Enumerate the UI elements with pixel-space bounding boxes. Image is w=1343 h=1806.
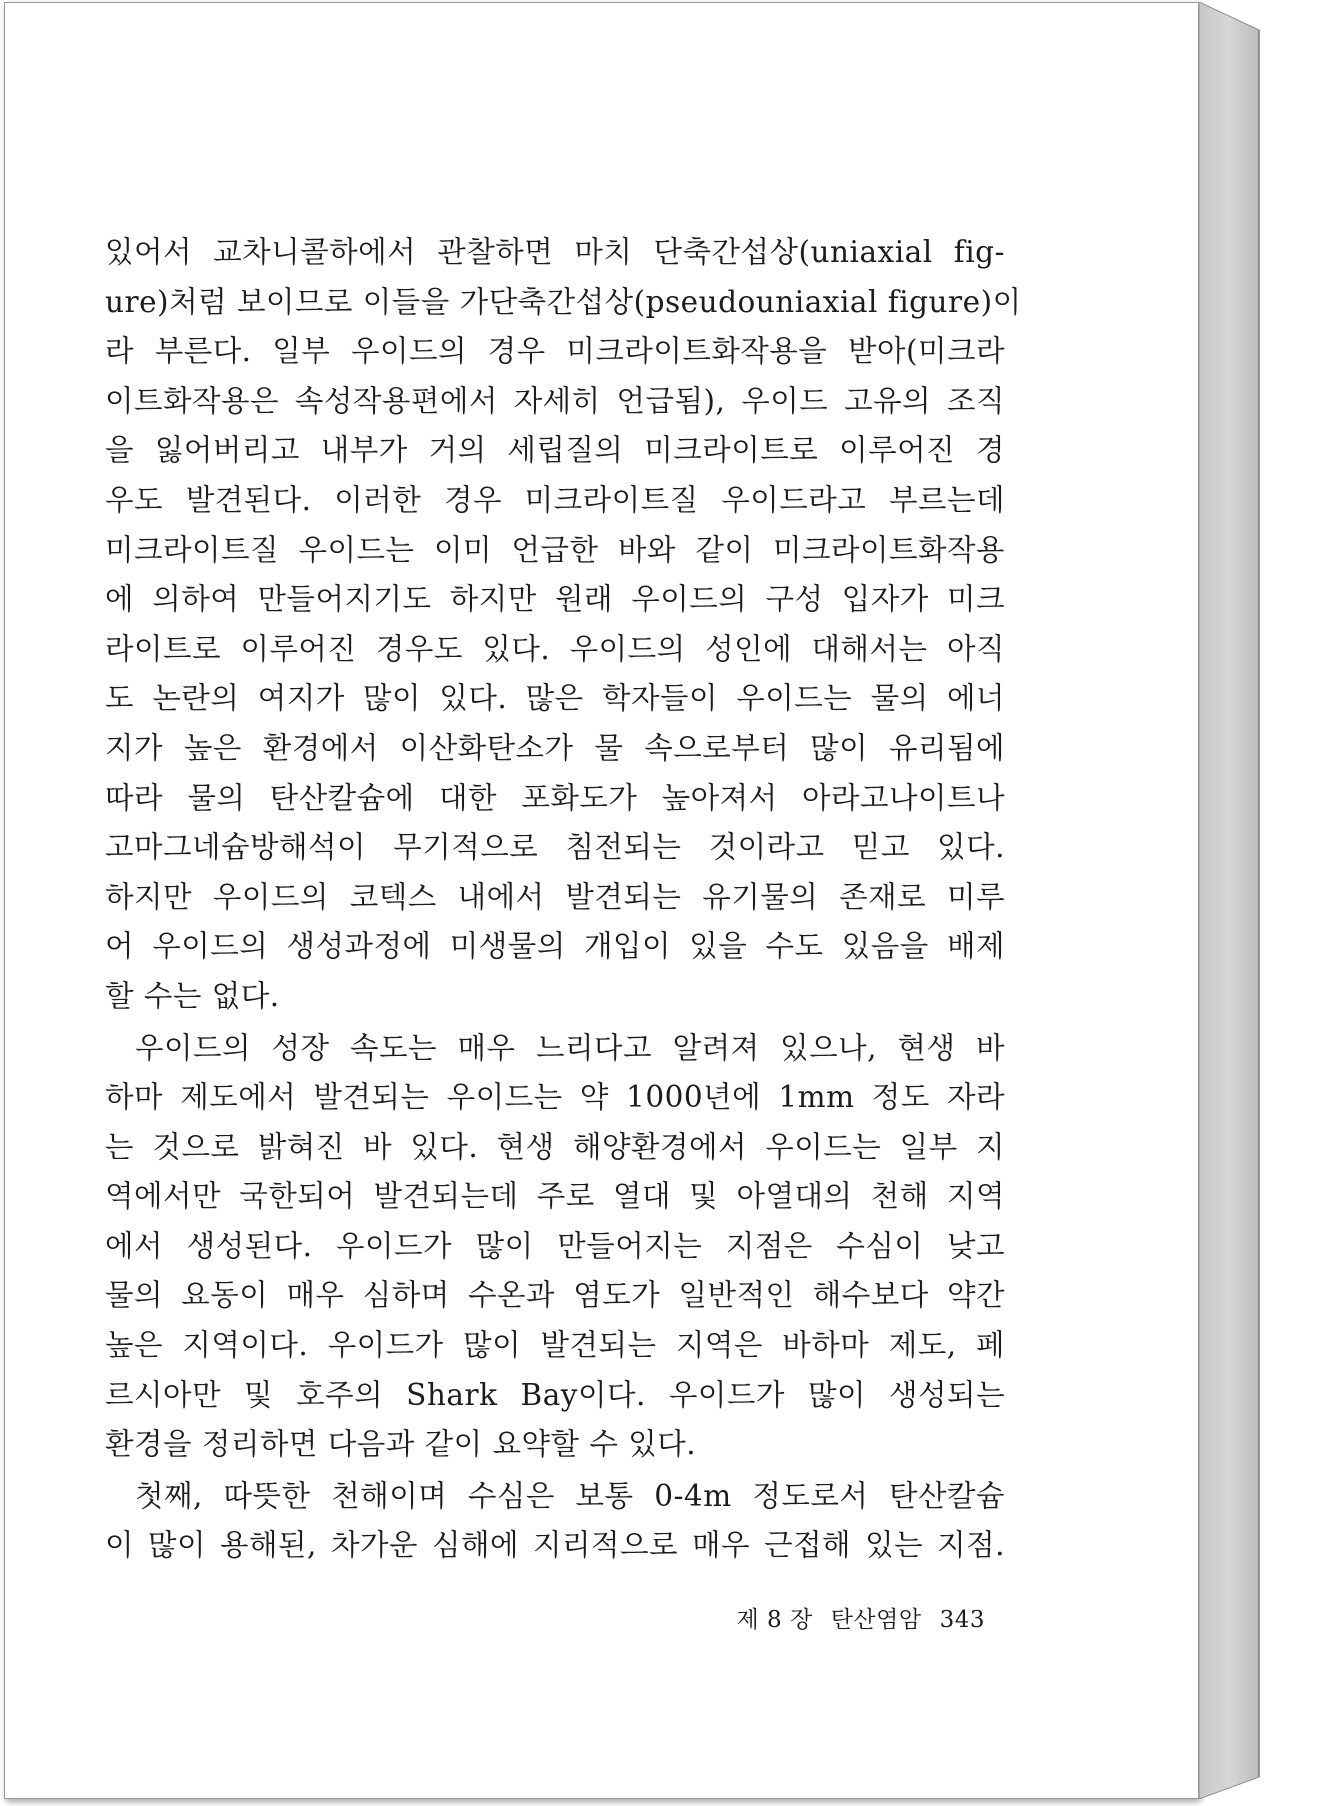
text-line: 에서 생성된다. 우이드가 많이 만들어지는 지점은 수심이 낮고 — [105, 1228, 1005, 1263]
text-line: ure)처럼 보이므로 이들을 가단축간섭상(pseudouniaxial figure)이 — [105, 284, 1022, 319]
text-line: 할 수는 없다. — [105, 978, 280, 1013]
running-footer — [705, 1601, 985, 1634]
text-line: 을 잃어버리고 내부가 거의 세립질의 미크라이트로 이루어진 경 — [105, 433, 1005, 468]
text-line: 르시아만 및 호주의 Shark Bay이다. 우이드가 많이 생성되는 — [105, 1377, 1005, 1412]
text-line: 역에서만 국한되어 발견되는데 주로 열대 및 아열대의 천해 지역 — [105, 1179, 1005, 1214]
text-line: 도 논란의 여지가 많이 있다. 많은 학자들이 우이드는 물의 에너 — [105, 681, 1005, 716]
text-line: 어 우이드의 생성과정에 미생물의 개입이 있을 수도 있음을 배제 — [105, 929, 1005, 964]
text-line: 고마그네슘방해석이 무기적으로 침전되는 것이라고 믿고 있다. — [105, 830, 1005, 865]
text-line: 있어서 교차니콜하에서 관찰하면 마치 단축간섭상(uniaxial fig- — [105, 235, 1005, 269]
text-line: 이트화작용은 속성작용편에서 자세히 언급됨), 우이드 고유의 조직 — [105, 383, 1005, 418]
text-line: 따라 물의 탄산칼슘에 대한 포화도가 높아져서 아라고나이트나 — [105, 780, 1005, 815]
text-line: 미크라이트질 우이드는 이미 언급한 바와 같이 미크라이트화작용 — [105, 532, 1005, 567]
text-line: 첫째, 따뜻한 천해이며 수심은 보통 0-4m 정도로서 탄산칼슘 — [135, 1478, 1005, 1513]
chapter-label: 제 8 장 — [736, 1607, 813, 1633]
page-number: 343 — [939, 1607, 985, 1633]
book-page — [4, 2, 1199, 1799]
text-line: 우이드의 성장 속도는 매우 느리다고 알려져 있으나, 현생 바 — [135, 1030, 1005, 1065]
paragraph-2 — [105, 1024, 1005, 1470]
text-line: 라 부른다. 일부 우이드의 경우 미크라이트화작용을 받아(미크라 — [105, 334, 1005, 369]
paragraph-1 — [105, 228, 1022, 1022]
text-line: 이 많이 용해된, 차가운 심해에 지리적으로 매우 근접해 있는 지점. — [105, 1528, 1005, 1563]
text-line: 환경을 정리하면 다음과 같이 요약할 수 있다. — [105, 1427, 697, 1462]
body-text — [105, 228, 1022, 1571]
text-line: 높은 지역이다. 우이드가 많이 발견되는 지역은 바하마 제도, 페 — [105, 1328, 1005, 1363]
text-line: 에 의하여 만들어지기도 하지만 원래 우이드의 구성 입자가 미크 — [105, 582, 1005, 617]
text-line: 물의 요동이 매우 심하며 수온과 염도가 일반적인 해수보다 약간 — [105, 1278, 1005, 1313]
text-line: 우도 발견된다. 이러한 경우 미크라이트질 우이드라고 부르는데 — [105, 482, 1005, 517]
section-title: 탄산염암 — [830, 1607, 922, 1633]
text-line: 하지만 우이드의 코텍스 내에서 발견되는 유기물의 존재로 미루 — [105, 879, 1005, 914]
text-line: 하마 제도에서 발견되는 우이드는 약 1000년에 1mm 정도 자라 — [105, 1080, 1005, 1115]
text-line: 지가 높은 환경에서 이산화탄소가 물 속으로부터 많이 유리됨에 — [105, 730, 1005, 765]
text-line: 는 것으로 밝혀진 바 있다. 현생 해양환경에서 우이드는 일부 지 — [105, 1129, 1005, 1164]
paragraph-3 — [105, 1472, 1005, 1571]
text-line: 라이트로 이루어진 경우도 있다. 우이드의 성인에 대해서는 아직 — [105, 631, 1005, 666]
book-edge — [1199, 2, 1269, 1799]
